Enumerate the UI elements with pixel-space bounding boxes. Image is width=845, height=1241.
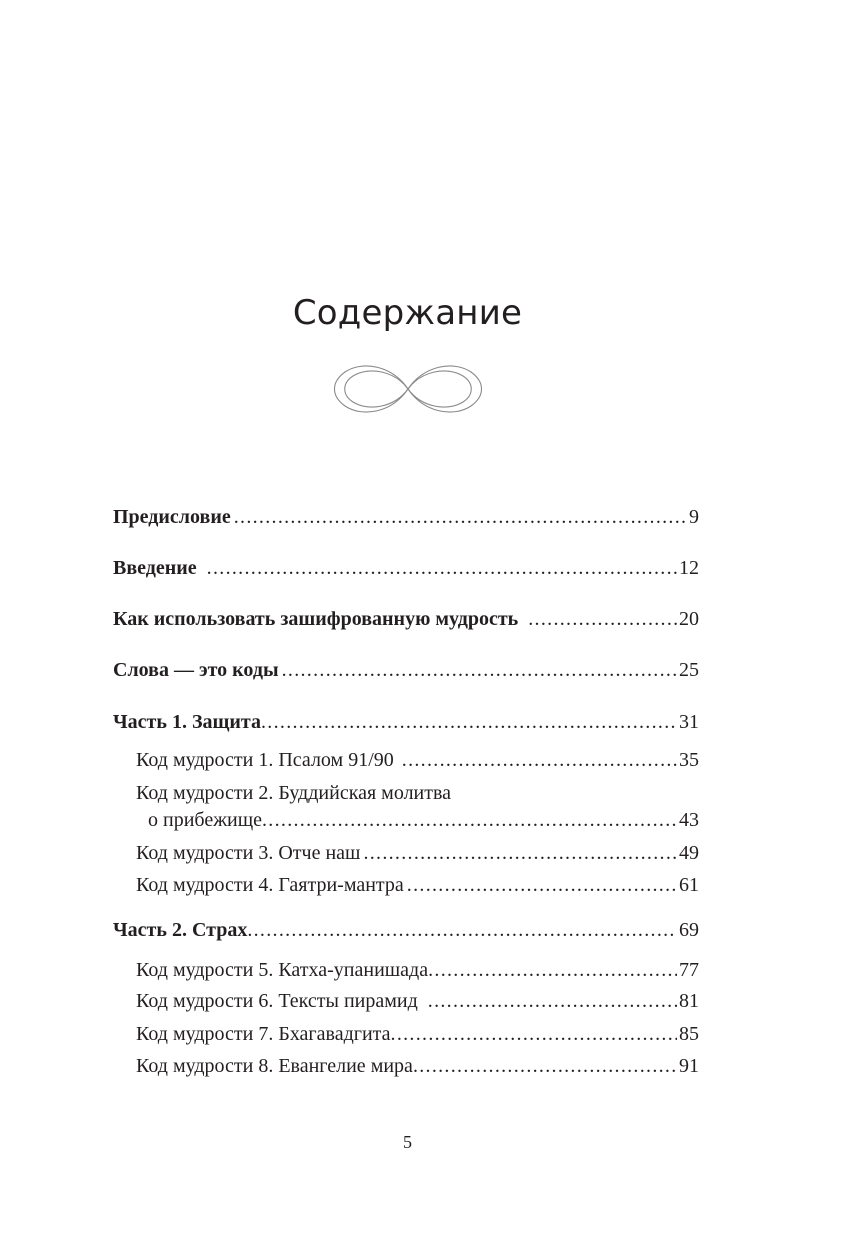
leader-dots (391, 1022, 677, 1046)
leader-dots (261, 710, 677, 734)
toc-entry-page: 85 (679, 1023, 699, 1045)
toc-entry-label: Код мудрости 5. Катха-упанишада (136, 959, 429, 981)
toc-entry-page: 43 (679, 809, 699, 831)
toc-entry-label: Часть 1. Защита (113, 711, 261, 733)
leader-dots (207, 556, 677, 580)
toc-entry-page: 25 (679, 659, 699, 681)
toc-entry-label: Код мудрости 3. Отче наш (136, 842, 361, 864)
toc-entry-introduction[interactable] (113, 556, 699, 580)
toc-entry-label: Слова — это коды (113, 659, 279, 681)
leader-dots (428, 958, 677, 982)
leader-dots (262, 808, 677, 832)
toc-entry-code-2-line-1[interactable]: Код мудрости 2. Буддийская молитва (136, 782, 452, 804)
toc-entry-code-6[interactable] (136, 989, 699, 1013)
toc-entry-page: 35 (679, 749, 699, 771)
toc-entry-label: Код мудрости 8. Евангелие мира (136, 1055, 413, 1077)
leader-dots (282, 658, 677, 682)
toc-entry-label: Код мудрости 1. Псалом 91/90 (136, 749, 394, 771)
toc-entry-code-5[interactable] (136, 958, 699, 982)
leader-dots (528, 607, 677, 631)
toc-entry-code-4[interactable] (136, 873, 699, 897)
toc-entry-page: 77 (679, 959, 699, 981)
leader-dots (428, 989, 677, 1013)
leader-dots (407, 873, 677, 897)
toc-entry-label: Код мудрости 6. Тексты пирамид (136, 990, 418, 1012)
toc-entry-label: Как использовать зашифрованную мудрость (113, 608, 519, 630)
toc-entry-label: Предисловие (113, 506, 231, 528)
toc-entry-part-2[interactable] (113, 918, 699, 942)
toc-entry-code-3[interactable] (136, 841, 699, 865)
leader-dots (363, 841, 677, 865)
toc-entry-words-are-codes[interactable] (113, 658, 699, 682)
toc-entry-page: 69 (679, 919, 699, 941)
toc-entry-code-2[interactable] (148, 808, 699, 832)
toc-entry-label: Код мудрости 7. Бхагавадгита (136, 1023, 391, 1045)
toc-entry-page: 91 (679, 1055, 699, 1077)
page-title: Содержание (292, 293, 523, 333)
leader-dots (247, 918, 677, 942)
toc-entry-code-8[interactable] (136, 1054, 699, 1078)
toc-entry-page: 49 (679, 842, 699, 864)
toc-entry-label: Часть 2. Страх (113, 919, 248, 941)
toc-entry-page: 9 (689, 506, 699, 528)
toc-entry-code-7[interactable] (136, 1022, 699, 1046)
toc-entry-label: Введение (113, 557, 197, 579)
toc-entry-page: 31 (679, 711, 699, 733)
toc-entry-part-1[interactable] (113, 710, 699, 734)
toc-entry-page: 81 (679, 990, 699, 1012)
toc-entry-page: 61 (679, 874, 699, 896)
toc-entry-preface[interactable] (113, 505, 699, 529)
toc-entry-page: 12 (679, 557, 699, 579)
toc-entry-label: о прибежище (148, 809, 262, 831)
toc-entry-how-to-use[interactable] (113, 607, 699, 631)
leader-dots (402, 748, 677, 772)
leader-dots (234, 505, 687, 529)
page-number: 5 (403, 1132, 412, 1152)
toc-entry-label: Код мудрости 4. Гаятри-мантра (136, 874, 404, 896)
leader-dots (413, 1054, 677, 1078)
toc-entry-code-1[interactable] (136, 748, 699, 772)
toc-entry-page: 20 (679, 608, 699, 630)
